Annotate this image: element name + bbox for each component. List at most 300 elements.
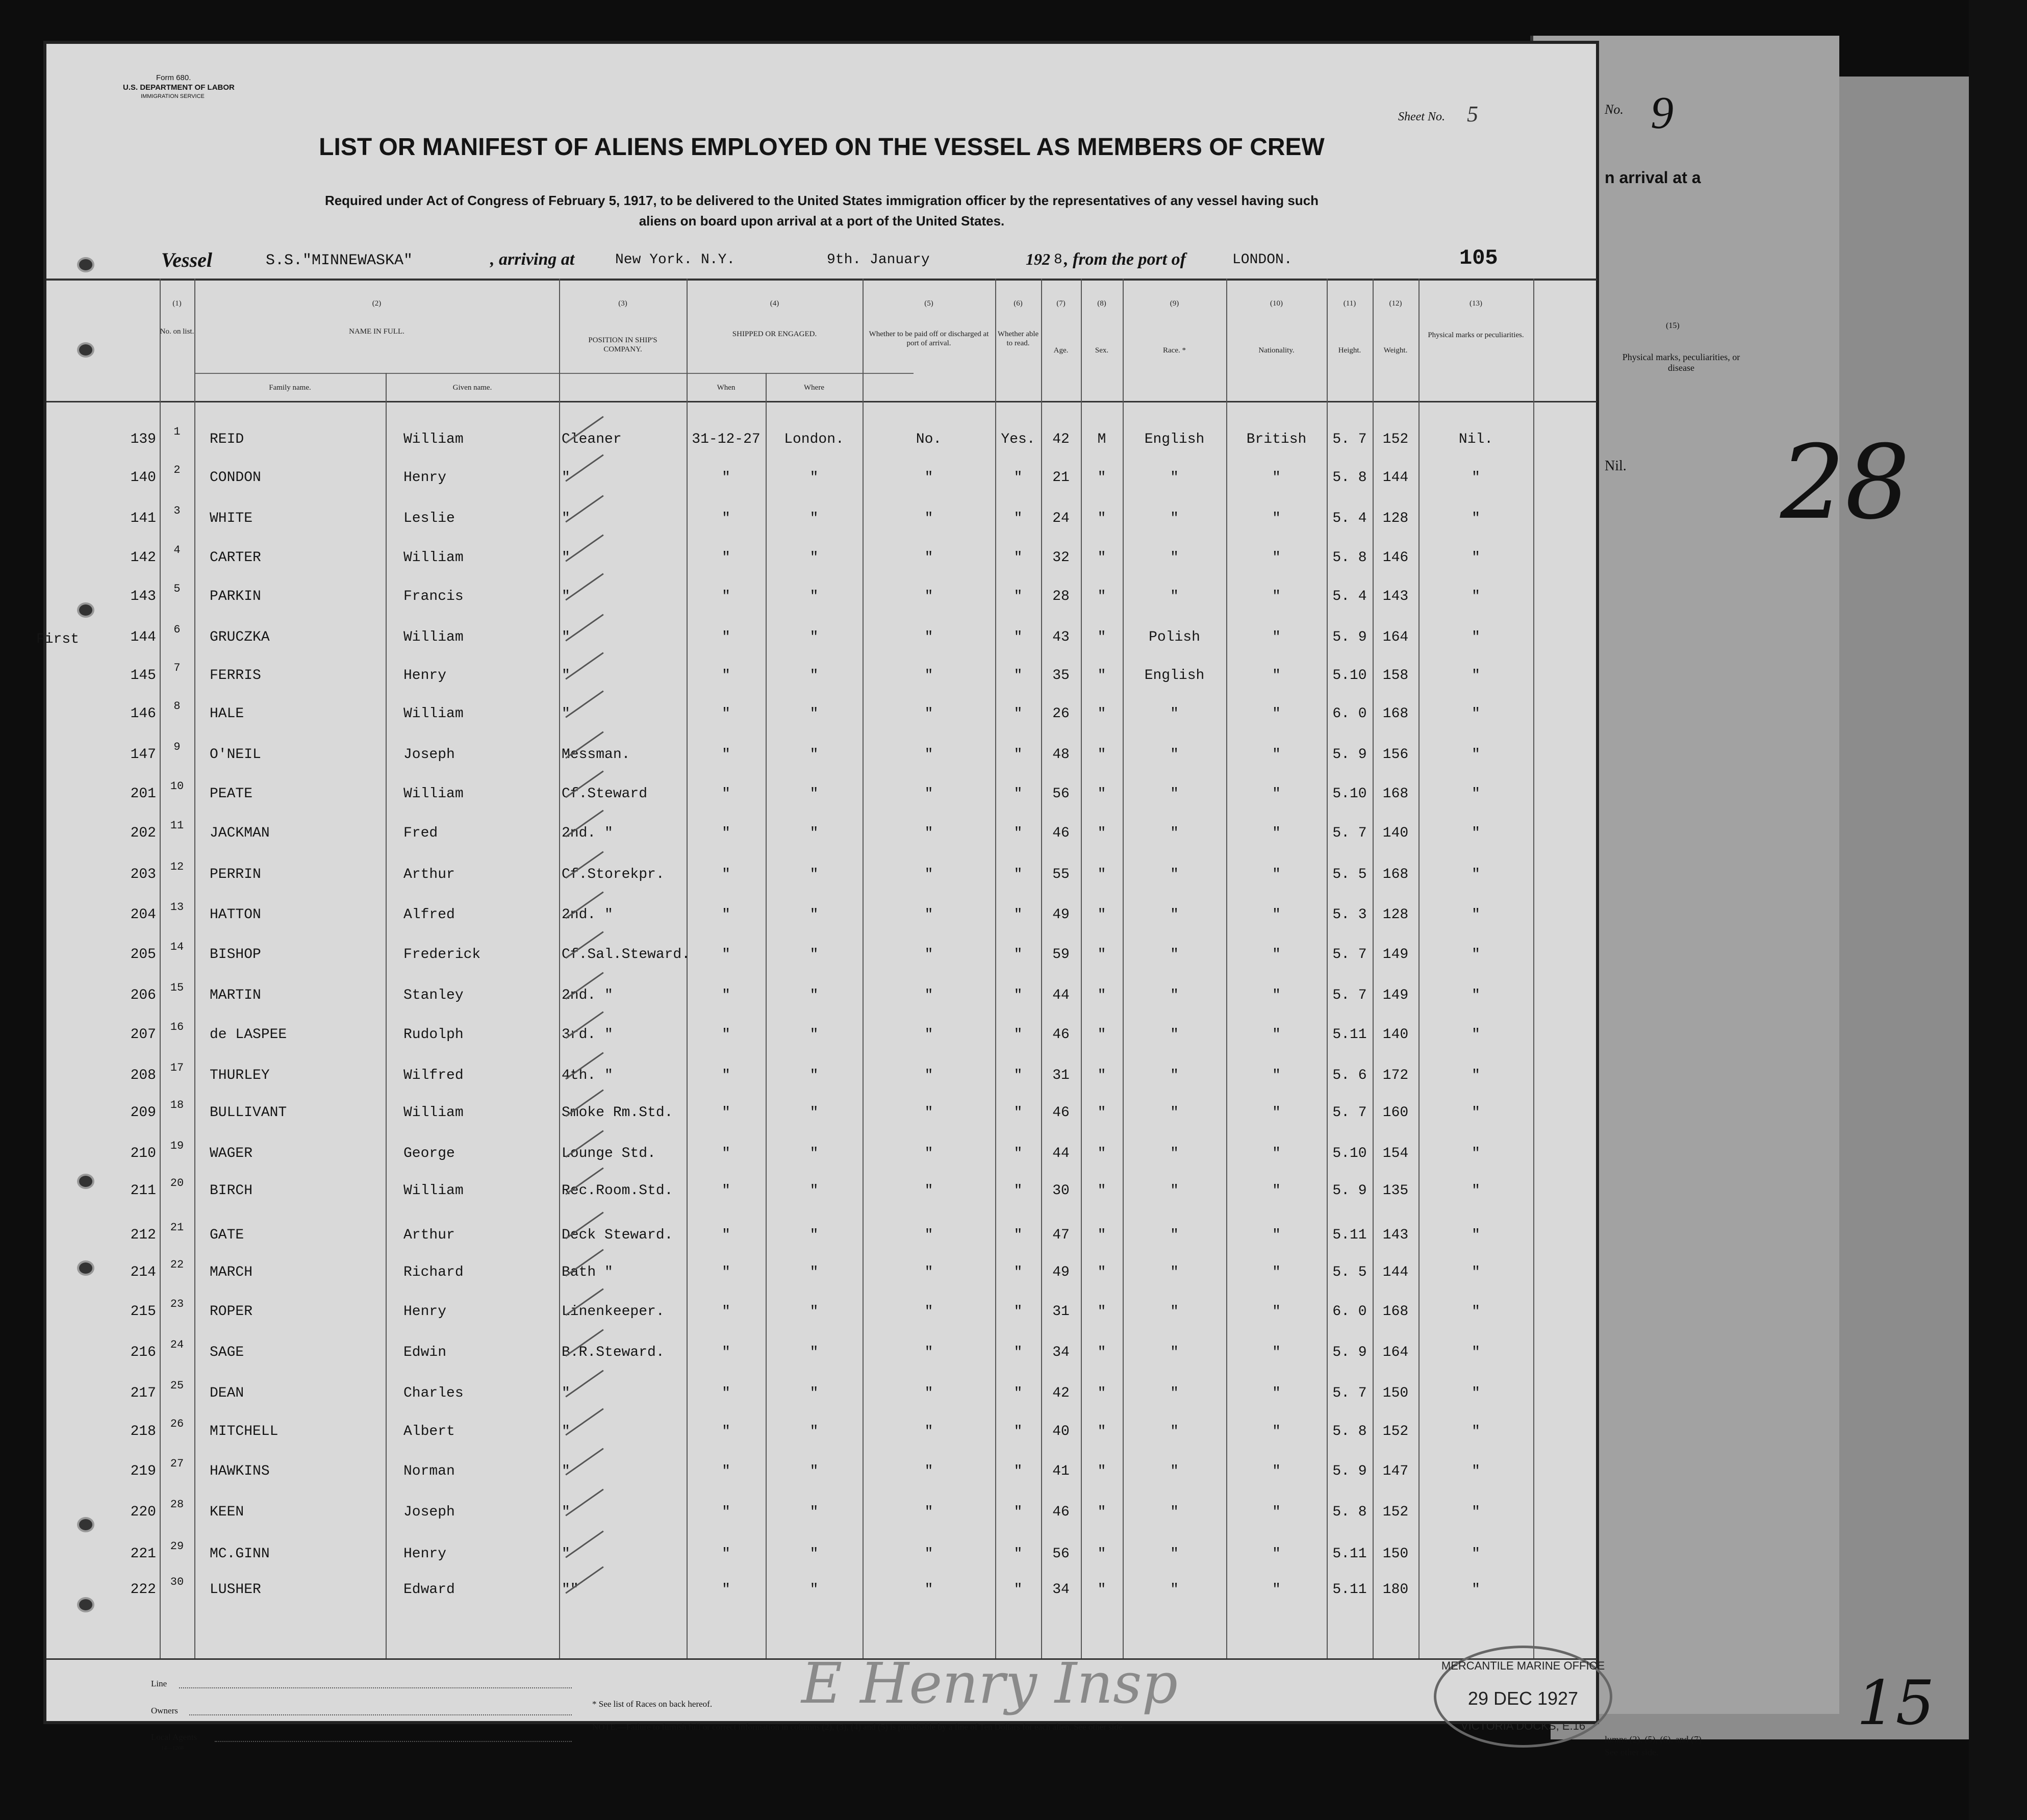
family-name-cell: HAWKINS	[210, 1463, 270, 1479]
list-number-cell: 5	[173, 583, 181, 595]
shipped-where-cell: "	[809, 1304, 819, 1320]
paid-off-cell: "	[924, 629, 933, 645]
shipped-where-cell: "	[809, 1546, 819, 1562]
nationality-cell: "	[1272, 1265, 1281, 1280]
weight-cell: 168	[1382, 786, 1409, 802]
physical-marks-cell: Nil.	[1458, 432, 1493, 447]
given-name-cell: Edward	[403, 1582, 455, 1598]
family-name-cell: REID	[210, 432, 244, 447]
family-name-cell: PARKIN	[210, 589, 261, 604]
paid-off-cell: "	[924, 1227, 933, 1243]
paid-off-cell: "	[924, 668, 933, 684]
position-cell: Smoke Rm.Std.	[562, 1105, 673, 1121]
given-name-cell: William	[403, 550, 464, 566]
sex-cell: "	[1097, 1183, 1106, 1199]
able-to-read-cell: "	[1014, 1424, 1023, 1439]
nationality-cell: "	[1272, 1345, 1281, 1360]
weight-cell: 168	[1382, 1304, 1409, 1320]
nationality-cell: "	[1272, 1304, 1281, 1320]
list-number-cell: 24	[170, 1338, 184, 1351]
paid-off-cell: "	[924, 1146, 933, 1161]
height-cell: 5. 8	[1332, 470, 1367, 486]
paid-off-cell: "	[924, 1463, 933, 1479]
sex-cell: "	[1097, 511, 1106, 526]
col9-number: (9)	[1170, 299, 1179, 308]
position-cell: 2nd. "	[562, 907, 613, 923]
given-name-cell: William	[403, 432, 464, 447]
shipped-when-cell: "	[722, 1546, 730, 1562]
able-to-read-cell: Yes.	[1001, 432, 1035, 447]
physical-marks-cell: "	[1472, 1227, 1480, 1243]
family-name-cell: BISHOP	[210, 947, 261, 963]
list-number-cell: 4	[173, 544, 181, 557]
list-number-cell: 3	[173, 504, 181, 517]
col6-header: Whether able to read.	[997, 330, 1039, 347]
position-cell: "	[562, 1385, 570, 1401]
race-cell: "	[1170, 1183, 1179, 1199]
age-cell: 31	[1052, 1304, 1070, 1320]
able-to-read-cell: "	[1014, 629, 1023, 645]
weight-cell: 147	[1382, 1463, 1409, 1479]
weight-cell: 143	[1382, 589, 1409, 604]
position-cell: Linenkeeper.	[562, 1304, 665, 1320]
weight-cell: 156	[1382, 747, 1409, 763]
age-cell: 30	[1052, 1183, 1070, 1199]
age-cell: 26	[1052, 706, 1070, 722]
sex-cell: "	[1097, 1463, 1106, 1479]
able-to-read-cell: "	[1014, 1504, 1023, 1520]
paid-off-cell: "	[924, 1304, 933, 1320]
race-cell: "	[1170, 786, 1179, 802]
shipped-where-cell: "	[809, 1183, 819, 1199]
shipped-where-cell: "	[809, 1027, 819, 1043]
family-name-cell: KEEN	[210, 1504, 244, 1520]
family-name-cell: PERRIN	[210, 867, 261, 882]
col8-header: Sex.	[1095, 346, 1109, 355]
given-name-cell: Norman	[403, 1463, 455, 1479]
family-name-cell: JACKMAN	[210, 825, 270, 841]
list-number-cell: 11	[170, 819, 184, 832]
sex-cell: "	[1097, 1068, 1106, 1083]
able-to-read-cell: "	[1014, 1146, 1023, 1161]
column-header-rule	[46, 401, 1597, 402]
race-cell: "	[1170, 1068, 1179, 1083]
shipped-when-cell: "	[722, 1385, 730, 1401]
physical-marks-cell: "	[1472, 706, 1480, 722]
sex-cell: "	[1097, 1027, 1106, 1043]
family-name-cell: MC.GINN	[210, 1546, 270, 1562]
paid-off-cell: No.	[916, 432, 942, 447]
stamp-top-text: MERCANTILE MARINE OFFICE	[1441, 1659, 1605, 1672]
shipped-where-cell: London.	[784, 432, 844, 447]
paid-off-cell: "	[924, 1183, 933, 1199]
list-number-cell: 7	[173, 662, 181, 674]
family-name-cell: DEAN	[210, 1385, 244, 1401]
physical-marks-cell: "	[1472, 1304, 1480, 1320]
ref-number-cell: 143	[130, 589, 156, 604]
shipped-when-cell: "	[722, 1265, 730, 1280]
race-cell: "	[1170, 988, 1179, 1003]
col12-number: (12)	[1389, 299, 1402, 308]
col4-where-header: Where	[804, 384, 824, 392]
physical-marks-cell: "	[1472, 747, 1480, 763]
given-name-cell: Alfred	[403, 907, 455, 923]
paid-off-cell: "	[924, 1027, 933, 1043]
paid-off-cell: "	[924, 1265, 933, 1280]
weight-cell: 149	[1382, 988, 1409, 1003]
height-cell: 5. 7	[1332, 432, 1367, 447]
position-cell: "	[562, 1424, 570, 1439]
age-cell: 59	[1052, 947, 1070, 963]
nationality-cell: "	[1272, 1105, 1281, 1121]
given-name-cell: William	[403, 1183, 464, 1199]
footer-print-code: 14—1268	[161, 1745, 184, 1751]
ref-number-cell: 207	[130, 1027, 156, 1043]
scan-edge	[1969, 0, 2027, 1820]
list-number-cell: 19	[170, 1140, 184, 1152]
binder-hole	[77, 342, 94, 358]
family-name-cell: de LASPEE	[210, 1027, 287, 1043]
given-name-cell: William	[403, 786, 464, 802]
arrival-date: 9th. January	[827, 252, 930, 268]
age-cell: 46	[1052, 1105, 1070, 1121]
weight-cell: 154	[1382, 1146, 1409, 1161]
age-cell: 56	[1052, 1546, 1070, 1562]
position-cell: 3rd. "	[562, 1027, 613, 1043]
given-name-cell: Henry	[403, 668, 447, 684]
ref-number-cell: 139	[130, 432, 156, 447]
list-number-cell: 29	[170, 1540, 184, 1553]
sex-cell: M	[1097, 432, 1106, 447]
physical-marks-cell: "	[1472, 1183, 1480, 1199]
sex-cell: "	[1097, 1424, 1106, 1439]
underlying-no-label: No.	[1605, 102, 1624, 117]
race-cell: "	[1170, 1424, 1179, 1439]
given-name-cell: Wilfred	[403, 1068, 464, 1083]
shipped-when-cell: "	[722, 947, 730, 963]
binder-hole	[77, 1260, 94, 1276]
weight-cell: 168	[1382, 867, 1409, 882]
shipped-where-cell: "	[809, 1227, 819, 1243]
list-number-cell: 12	[170, 861, 184, 873]
arriving-port: New York. N.Y.	[615, 252, 736, 268]
list-number-cell: 13	[170, 901, 184, 914]
nationality-cell: "	[1272, 1068, 1281, 1083]
paid-off-cell: "	[924, 786, 933, 802]
height-cell: 5. 8	[1332, 550, 1367, 566]
age-cell: 34	[1052, 1582, 1070, 1598]
paid-off-cell: "	[924, 1385, 933, 1401]
position-cell: Messman.	[562, 747, 630, 763]
physical-marks-cell: "	[1472, 1424, 1480, 1439]
nationality-cell: "	[1272, 629, 1281, 645]
mercantile-marine-office-stamp	[1434, 1646, 1612, 1748]
age-cell: 49	[1052, 1265, 1070, 1280]
underlying-first-value: Nil.	[1605, 458, 1627, 474]
col13-number: (13)	[1469, 299, 1482, 308]
nationality-cell: British	[1246, 432, 1307, 447]
able-to-read-cell: "	[1014, 1227, 1023, 1243]
col2-family-header: Family name.	[269, 384, 311, 392]
age-cell: 48	[1052, 747, 1070, 763]
family-name-cell: CARTER	[210, 550, 261, 566]
position-cell: "	[562, 1504, 570, 1520]
height-cell: 5. 7	[1332, 947, 1367, 963]
given-name-cell: William	[403, 1105, 464, 1121]
race-cell: English	[1144, 668, 1205, 684]
col3-header: POSITION IN SHIP'S COMPANY.	[588, 336, 657, 353]
footer-owners-label: Owners	[151, 1706, 178, 1715]
sex-cell: "	[1097, 1265, 1106, 1280]
age-cell: 24	[1052, 511, 1070, 526]
nationality-cell: "	[1272, 1385, 1281, 1401]
manifest-subtitle-1: Required under Act of Congress of February 5, 1917, to be delivered to the United States immigration officer by the representatives of any vessel having such	[324, 193, 1319, 208]
column-divider	[559, 279, 560, 1658]
nationality-cell: "	[1272, 747, 1281, 763]
shipped-where-cell: "	[809, 1265, 819, 1280]
nationality-cell: "	[1272, 907, 1281, 923]
underlying-footer-2: See other side.	[1605, 1747, 1659, 1757]
nationality-cell: "	[1272, 1146, 1281, 1161]
position-cell: "	[562, 1463, 570, 1479]
age-cell: 55	[1052, 867, 1070, 882]
department: U.S. DEPARTMENT OF LABOR	[123, 83, 235, 92]
position-cell: Rec.Room.Std.	[562, 1183, 673, 1199]
col7-number: (7)	[1056, 299, 1066, 308]
column-divider	[160, 279, 161, 1658]
given-name-cell: Francis	[403, 589, 464, 604]
age-cell: 56	[1052, 786, 1070, 802]
ref-number-cell: 211	[130, 1183, 156, 1199]
height-cell: 5. 7	[1332, 1105, 1367, 1121]
sex-cell: "	[1097, 825, 1106, 841]
footer-line-label: Line	[151, 1679, 167, 1688]
list-number-cell: 23	[170, 1298, 184, 1310]
shipped-where-cell: "	[809, 470, 819, 486]
weight-cell: 128	[1382, 511, 1409, 526]
col1-header: No. on list.	[160, 327, 194, 336]
height-cell: 5. 7	[1332, 1385, 1367, 1401]
shipped-where-cell: "	[809, 706, 819, 722]
race-cell: "	[1170, 1027, 1179, 1043]
shipped-when-cell: "	[722, 907, 730, 923]
weight-cell: 146	[1382, 550, 1409, 566]
physical-marks-cell: "	[1472, 511, 1480, 526]
given-name-cell: Frederick	[403, 947, 481, 963]
arriving-label: , arriving at	[490, 250, 575, 269]
position-cell: "	[562, 706, 570, 722]
sex-cell: "	[1097, 747, 1106, 763]
list-number-cell: 15	[170, 981, 184, 994]
shipped-when-cell: "	[722, 825, 730, 841]
ref-number-cell: 212	[130, 1227, 156, 1243]
shipped-when-cell: "	[722, 629, 730, 645]
age-cell: 40	[1052, 1424, 1070, 1439]
sex-cell: "	[1097, 1546, 1106, 1562]
shipped-where-cell: "	[809, 1385, 819, 1401]
able-to-read-cell: "	[1014, 1546, 1023, 1562]
race-cell: "	[1170, 1463, 1179, 1479]
sex-cell: "	[1097, 629, 1106, 645]
weight-cell: 152	[1382, 1504, 1409, 1520]
list-number-cell: 2	[173, 464, 181, 476]
sex-cell: "	[1097, 867, 1106, 882]
race-cell: "	[1170, 589, 1179, 604]
ref-number-cell: 222	[130, 1582, 156, 1598]
physical-marks-cell: "	[1472, 589, 1480, 604]
paid-off-cell: "	[924, 1068, 933, 1083]
weight-cell: 149	[1382, 947, 1409, 963]
col4-when-header: When	[717, 384, 736, 392]
shipped-where-cell: "	[809, 907, 819, 923]
physical-marks-cell: "	[1472, 1146, 1480, 1161]
position-cell: "	[562, 550, 570, 566]
height-cell: 5. 9	[1332, 1463, 1367, 1479]
family-name-cell: PEATE	[210, 786, 253, 802]
footer-line-rule	[179, 1687, 572, 1689]
physical-marks-cell: "	[1472, 1582, 1480, 1598]
shipped-when-cell: "	[722, 1146, 730, 1161]
position-cell: Cf.Storekpr.	[562, 867, 665, 882]
sex-cell: "	[1097, 1582, 1106, 1598]
able-to-read-cell: "	[1014, 867, 1023, 882]
footer-agents-label: Local Agents	[151, 1732, 197, 1742]
col11-header: Height.	[1338, 346, 1361, 355]
position-cell: "	[562, 668, 570, 684]
nationality-cell: "	[1272, 1463, 1281, 1479]
shipped-when-cell: "	[722, 988, 730, 1003]
margin-handwritten-mark: 28	[1780, 423, 1910, 542]
able-to-read-cell: "	[1014, 988, 1023, 1003]
paid-off-cell: "	[924, 1546, 933, 1562]
col2-number: (2)	[372, 299, 382, 308]
shipped-where-cell: "	[809, 1582, 819, 1598]
race-cell: "	[1170, 1546, 1179, 1562]
given-name-cell: Edwin	[403, 1345, 447, 1360]
ref-number-cell: 201	[130, 786, 156, 802]
shipped-when-cell: "	[722, 470, 730, 486]
physical-marks-cell: "	[1472, 1105, 1480, 1121]
weight-cell: 150	[1382, 1546, 1409, 1562]
able-to-read-cell: "	[1014, 1304, 1023, 1320]
shipped-when-cell: "	[722, 550, 730, 566]
age-cell: 46	[1052, 825, 1070, 841]
race-cell: "	[1170, 1146, 1179, 1161]
height-cell: 5. 7	[1332, 988, 1367, 1003]
paid-off-cell: "	[924, 1345, 933, 1360]
from-port-label: , from the port of	[1064, 250, 1186, 269]
manifest-sheet	[36, 41, 1605, 1751]
height-cell: 5.11	[1332, 1546, 1367, 1562]
given-name-cell: Rudolph	[403, 1027, 464, 1043]
col3-number: (3)	[618, 299, 627, 308]
sex-cell: "	[1097, 786, 1106, 802]
list-number-cell: 1	[173, 425, 181, 438]
shipped-when-cell: "	[722, 1304, 730, 1320]
age-cell: 46	[1052, 1027, 1070, 1043]
paid-off-cell: "	[924, 1424, 933, 1439]
family-name-cell: O'NEIL	[210, 747, 261, 763]
race-cell: "	[1170, 511, 1179, 526]
position-cell: B.R.Steward.	[562, 1345, 665, 1360]
shipped-when-cell: "	[722, 1068, 730, 1083]
able-to-read-cell: "	[1014, 668, 1023, 684]
sheet-label: Sheet No.	[1398, 110, 1445, 123]
weight-cell: 140	[1382, 825, 1409, 841]
physical-marks-cell: "	[1472, 550, 1480, 566]
physical-marks-cell: "	[1472, 988, 1480, 1003]
paid-off-cell: "	[924, 988, 933, 1003]
paid-off-cell: "	[924, 1105, 933, 1121]
col5-number: (5)	[924, 299, 933, 308]
family-name-cell: BULLIVANT	[210, 1105, 287, 1121]
able-to-read-cell: "	[1014, 511, 1023, 526]
shipped-where-cell: "	[809, 1345, 819, 1360]
shipped-when-cell: "	[722, 1463, 730, 1479]
height-cell: 5. 9	[1332, 747, 1367, 763]
list-number-cell: 14	[170, 941, 184, 953]
race-cell: "	[1170, 825, 1179, 841]
physical-marks-cell: "	[1472, 825, 1480, 841]
shipped-when-cell: "	[722, 1227, 730, 1243]
sex-cell: "	[1097, 907, 1106, 923]
stamp-date: 29 DEC 1927	[1467, 1688, 1579, 1709]
ref-number-cell: 215	[130, 1304, 156, 1320]
height-cell: 5. 9	[1332, 629, 1367, 645]
able-to-read-cell: "	[1014, 470, 1023, 486]
ref-number-cell: 145	[130, 668, 156, 684]
underlying-footer-1: lumns (2), (5), (6), and (7)	[1605, 1734, 1702, 1745]
able-to-read-cell: "	[1014, 1385, 1023, 1401]
ref-number-cell: 221	[130, 1546, 156, 1562]
sex-cell: "	[1097, 668, 1106, 684]
manifest-title: LIST OR MANIFEST OF ALIENS EMPLOYED ON THE VESSEL AS MEMBERS OF CREW	[319, 134, 1325, 161]
height-cell: 5. 6	[1332, 1068, 1367, 1083]
ref-number-cell: 206	[130, 988, 156, 1003]
age-cell: 41	[1052, 1463, 1070, 1479]
col7-header: Age.	[1053, 346, 1069, 355]
race-cell: "	[1170, 947, 1179, 963]
able-to-read-cell: "	[1014, 1027, 1023, 1043]
list-number-cell: 21	[170, 1221, 184, 1234]
position-cell: ""	[562, 1582, 579, 1598]
family-name-cell: HATTON	[210, 907, 261, 923]
age-cell: 46	[1052, 1504, 1070, 1520]
able-to-read-cell: "	[1014, 550, 1023, 566]
column-divider	[386, 373, 387, 1658]
given-name-cell: Albert	[403, 1424, 455, 1439]
list-number-cell: 20	[170, 1177, 184, 1190]
sex-cell: "	[1097, 1385, 1106, 1401]
paid-off-cell: "	[924, 907, 933, 923]
list-number-cell: 6	[173, 623, 181, 636]
vessel-name: S.S."MINNEWASKA"	[266, 252, 413, 269]
race-cell: "	[1170, 1105, 1179, 1121]
sex-cell: "	[1097, 988, 1106, 1003]
footer-races-note: * See list of Races on back hereof.	[592, 1699, 713, 1709]
sex-cell: "	[1097, 470, 1106, 486]
height-cell: 5. 9	[1332, 1183, 1367, 1199]
weight-cell: 152	[1382, 1424, 1409, 1439]
physical-marks-cell: "	[1472, 1385, 1480, 1401]
able-to-read-cell: "	[1014, 1105, 1023, 1121]
family-name-cell: THURLEY	[210, 1068, 270, 1083]
race-cell: "	[1170, 1265, 1179, 1280]
given-name-cell: Richard	[403, 1265, 464, 1280]
footer-agents-rule	[215, 1741, 572, 1742]
weight-cell: 135	[1382, 1183, 1409, 1199]
position-cell: "	[562, 589, 570, 604]
